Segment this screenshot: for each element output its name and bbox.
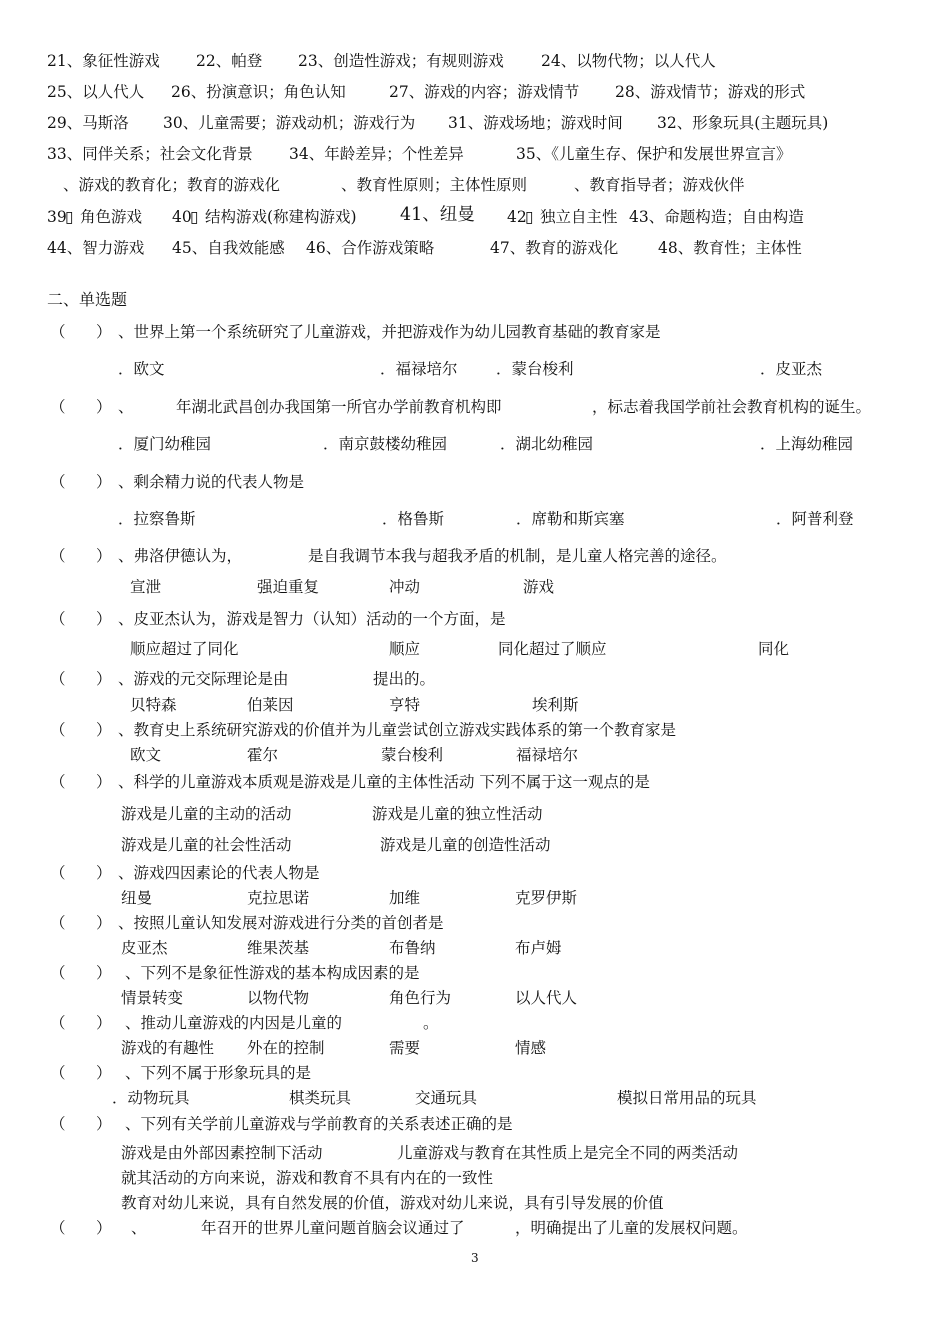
option-d: 情感 xyxy=(515,1039,547,1057)
answer-bracket-close: ） xyxy=(96,964,112,982)
option-b: 以物代物 xyxy=(247,989,310,1007)
answer-bracket-close: ） xyxy=(96,398,112,416)
option-a: 欧文 xyxy=(130,746,162,764)
answer-bracket-close: ） xyxy=(96,1064,112,1082)
answer-35: 35、《儿童生存、保护和发展世界宣言》 xyxy=(516,145,792,163)
option-d: 游戏是儿童的创造性活动 xyxy=(380,836,551,854)
answer-bracket-close: ） xyxy=(96,1014,112,1032)
option-d: 模拟日常用品的玩具 xyxy=(617,1089,757,1107)
answer-31: 31、游戏场地；游戏时间 xyxy=(448,114,623,132)
missing-glyph-box: ▯ xyxy=(65,208,74,226)
option-a: 游戏的有趣性 xyxy=(121,1039,215,1057)
answer-41: 41、纽曼 xyxy=(400,205,475,225)
option-c: 需要 xyxy=(389,1039,421,1057)
answer-29: 29、马斯洛 xyxy=(47,114,129,132)
option-b: 维果茨基 xyxy=(247,939,310,957)
missing-glyph-box: ▯ xyxy=(525,208,534,226)
option-c: 布鲁纳 xyxy=(389,939,436,957)
answer-bracket-close: ） xyxy=(96,473,112,491)
question-stem: 、剩余精力说的代表人物是 xyxy=(118,473,305,491)
option-c: 加维 xyxy=(389,889,421,907)
question-stem: 、推动儿童游戏的内因是儿童的 xyxy=(125,1014,343,1032)
option-a: ．厦门幼稚园 xyxy=(118,435,212,453)
answer-bracket-open: （ xyxy=(50,547,66,565)
answer-47: 47、教育的游戏化 xyxy=(490,239,619,257)
answer-40-number: 40 xyxy=(172,208,192,226)
option-d: 游戏 xyxy=(523,578,555,596)
option-c: 亨特 xyxy=(389,696,421,714)
answer-bracket-open: （ xyxy=(50,473,66,491)
option-a: 情景转变 xyxy=(121,989,184,1007)
option-a: 纽曼 xyxy=(121,889,153,907)
question-stem: 年湖北武昌创办我国第一所官办学前教育机构即 xyxy=(176,398,502,416)
option-c: 蒙台梭利 xyxy=(381,746,444,764)
answer-33: 33、同伴关系；社会文化背景 xyxy=(47,145,253,163)
answer-bracket-close: ） xyxy=(96,721,112,739)
option-d: 同化 xyxy=(758,640,790,658)
option-a: 顺应超过了同化 xyxy=(130,640,239,658)
question-stem: 、科学的儿童游戏本质观是游戏是儿童的主体性活动 下列不属于这一观点的是 xyxy=(118,773,650,791)
missing-glyph-box: ▯ xyxy=(190,208,199,226)
answer-45: 45、自我效能感 xyxy=(172,239,285,257)
option-a: 贝特森 xyxy=(130,696,177,714)
question-stem-continued: 是自我调节本我与超我矛盾的机制，是儿童人格完善的途径。 xyxy=(308,547,727,565)
option-b: 强迫重复 xyxy=(257,578,320,596)
option-a: 游戏是儿童的主动的活动 xyxy=(121,805,292,823)
option-c: 交通玩具 xyxy=(415,1089,478,1107)
answer-23: 23、创造性游戏；有规则游戏 xyxy=(298,52,504,70)
answer-bracket-open: （ xyxy=(50,610,66,628)
answer-38: 、教育指导者；游戏伙伴 xyxy=(574,176,745,194)
answer-37: 、教育性原则；主体性原则 xyxy=(341,176,528,194)
option-b: ．福禄培尔 xyxy=(380,360,458,378)
answer-26: 26、扮演意识；角色认知 xyxy=(171,83,346,101)
option-c: 角色行为 xyxy=(389,989,452,1007)
answer-48: 48、教育性；主体性 xyxy=(658,239,802,257)
question-stem: 、皮亚杰认为，游戏是智力（认知）活动的一个方面，是 xyxy=(118,610,506,628)
question-stem-prefix: 、 xyxy=(131,1219,147,1237)
option-c: 同化超过了顺应 xyxy=(498,640,607,658)
answer-bracket-open: （ xyxy=(50,914,66,932)
answer-39: 角色游戏 xyxy=(80,208,143,226)
answer-21: 21、象征性游戏 xyxy=(47,52,160,70)
question-stem: 、下列不属于形象玩具的是 xyxy=(125,1064,312,1082)
answer-bracket-close: ） xyxy=(96,864,112,882)
answer-46: 46、合作游戏策略 xyxy=(306,239,435,257)
question-stem: 、弗洛伊德认为， xyxy=(118,547,243,565)
option-d: 以人代人 xyxy=(515,989,578,1007)
option-b: 霍尔 xyxy=(247,746,279,764)
question-stem-suffix: 提出的。 xyxy=(373,670,436,688)
question-stem: 、下列有关学前儿童游戏与学前教育的关系表述正确的是 xyxy=(125,1115,513,1133)
question-stem-suffix: ，明确提出了儿童的发展权问题。 xyxy=(515,1219,748,1237)
answer-bracket-close: ） xyxy=(96,670,112,688)
option-d: 福禄培尔 xyxy=(516,746,579,764)
answer-34: 34、年龄差异；个性差异 xyxy=(289,145,464,163)
option-b: 克拉思诺 xyxy=(247,889,310,907)
answer-40: 结构游戏(称建构游戏) xyxy=(205,208,357,226)
answer-22: 22、帕登 xyxy=(196,52,263,70)
question-stem: 、世界上第一个系统研究了儿童游戏，并把游戏作为幼儿园教育基础的教育家是 xyxy=(118,323,661,341)
option-b: 伯莱因 xyxy=(247,696,294,714)
option-d: 克罗伊斯 xyxy=(515,889,578,907)
answer-bracket-open: （ xyxy=(50,323,66,341)
question-stem: 、下列不是象征性游戏的基本构成因素的是 xyxy=(125,964,420,982)
option-b: 棋类玩具 xyxy=(289,1089,352,1107)
answer-25: 25、以人代人 xyxy=(47,83,145,101)
option-a: ．欧文 xyxy=(118,360,165,378)
answer-bracket-open: （ xyxy=(50,670,66,688)
option-c: 就其活动的方向来说，游戏和教育不具有内在的一致性 xyxy=(121,1169,494,1187)
answer-bracket-open: （ xyxy=(50,864,66,882)
option-c: 游戏是儿童的社会性活动 xyxy=(121,836,292,854)
option-b: ．南京鼓楼幼稚园 xyxy=(323,435,448,453)
option-b: 外在的控制 xyxy=(247,1039,325,1057)
option-d: 教育对幼儿来说，具有自然发展的价值，游戏对幼儿来说，具有引导发展的价值 xyxy=(121,1194,664,1212)
answer-bracket-close: ） xyxy=(96,773,112,791)
option-a: 游戏是由外部因素控制下活动 xyxy=(121,1144,323,1162)
answer-27: 27、游戏的内容；游戏情节 xyxy=(389,83,580,101)
option-b: ．格鲁斯 xyxy=(382,510,445,528)
option-d: ．皮亚杰 xyxy=(760,360,823,378)
answer-bracket-open: （ xyxy=(50,773,66,791)
answer-32: 32、形象玩具(主题玩具) xyxy=(657,114,829,132)
question-stem: 年召开的世界儿童问题首脑会议通过了 xyxy=(201,1219,465,1237)
option-c: ．湖北幼稚园 xyxy=(500,435,594,453)
answer-bracket-open: （ xyxy=(50,398,66,416)
option-b: 顺应 xyxy=(389,640,421,658)
option-b: 游戏是儿童的独立性活动 xyxy=(372,805,543,823)
option-a: ．拉察鲁斯 xyxy=(118,510,196,528)
answer-bracket-close: ） xyxy=(96,1219,112,1237)
question-stem: 、教育史上系统研究游戏的价值并为儿童尝试创立游戏实践体系的第一个教育家是 xyxy=(118,721,677,739)
answer-bracket-open: （ xyxy=(50,1115,66,1133)
question-stem: 、游戏四因素论的代表人物是 xyxy=(118,864,320,882)
section-title: 二、单选题 xyxy=(47,290,128,309)
question-stem: 、按照儿童认知发展对游戏进行分类的首创者是 xyxy=(118,914,444,932)
answer-bracket-close: ） xyxy=(96,547,112,565)
answer-42: 独立自主性 xyxy=(540,208,618,226)
answer-36: 、游戏的教育化；教育的游戏化 xyxy=(63,176,281,194)
answer-bracket-close: ） xyxy=(96,610,112,628)
option-c: 冲动 xyxy=(389,578,421,596)
answer-bracket-open: （ xyxy=(50,1014,66,1032)
answer-bracket-open: （ xyxy=(50,1219,66,1237)
page-number: 3 xyxy=(471,1251,479,1265)
answer-bracket-open: （ xyxy=(50,1064,66,1082)
option-d: ．阿普利登 xyxy=(776,510,854,528)
answer-bracket-open: （ xyxy=(50,721,66,739)
option-c: ．席勒和斯宾塞 xyxy=(516,510,625,528)
question-stem: 、游戏的元交际理论是由 xyxy=(118,670,289,688)
answer-24: 24、以物代物；以人代人 xyxy=(541,52,716,70)
option-b: 儿童游戏与教育在其性质上是完全不同的两类活动 xyxy=(397,1144,739,1162)
answer-39-number: 39 xyxy=(47,208,67,226)
option-a: ．动物玩具 xyxy=(112,1089,190,1107)
answer-bracket-close: ） xyxy=(96,1115,112,1133)
answer-43: 43、命题构造；自由构造 xyxy=(629,208,804,226)
answer-bracket-close: ） xyxy=(96,914,112,932)
answer-44: 44、智力游戏 xyxy=(47,239,145,257)
option-d: ．上海幼稚园 xyxy=(760,435,854,453)
question-stem-suffix: ，标志着我国学前社会教育机构的诞生。 xyxy=(592,398,872,416)
answer-28: 28、游戏情节；游戏的形式 xyxy=(615,83,806,101)
answer-42-number: 42 xyxy=(507,208,527,226)
question-stem-prefix: 、 xyxy=(118,398,134,416)
option-a: 宣泄 xyxy=(130,578,162,596)
option-a: 皮亚杰 xyxy=(121,939,168,957)
answer-bracket-open: （ xyxy=(50,964,66,982)
option-c: ．蒙台梭利 xyxy=(496,360,574,378)
option-d: 埃利斯 xyxy=(532,696,579,714)
answer-30: 30、儿童需要；游戏动机；游戏行为 xyxy=(163,114,416,132)
answer-bracket-close: ） xyxy=(96,323,112,341)
option-d: 布卢姆 xyxy=(515,939,562,957)
question-stem-suffix: 。 xyxy=(423,1014,439,1032)
